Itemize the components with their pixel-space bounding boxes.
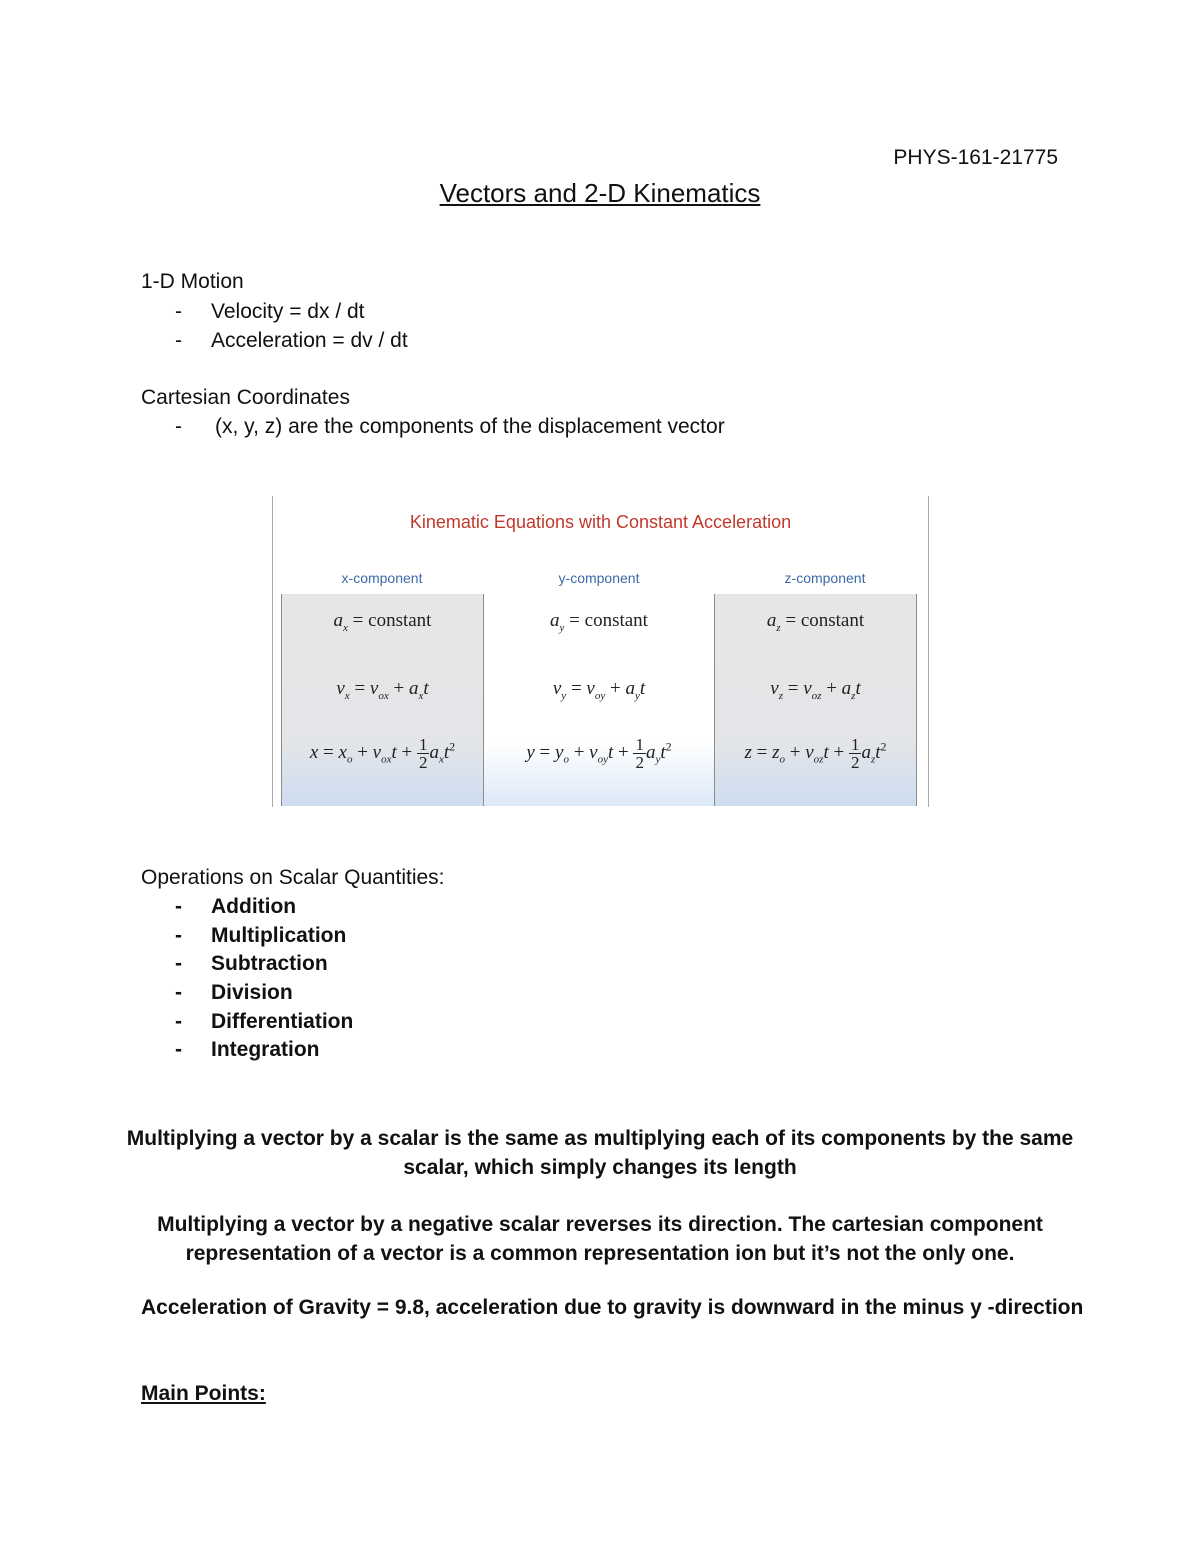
- equation-acceleration-y: $a_y$ = constant: [550, 610, 648, 634]
- dash-bullet: -: [175, 328, 182, 352]
- main-points-heading: Main Points:: [141, 1382, 266, 1405]
- list-item: - Addition: [141, 893, 353, 922]
- section-heading-cartesian: Cartesian Coordinates: [141, 386, 350, 409]
- list-item: - Acceleration = dv / dt: [141, 327, 408, 356]
- paragraph-scalar-multiplication: Multiplying a vector by a scalar is the same as multiplying each of its components by the same scalar, which simply changes its length: [126, 1127, 1074, 1179]
- dash-bullet: -: [175, 1038, 182, 1062]
- fraction-half: $\frac{1}{2}$: [635, 735, 644, 772]
- equation-velocity-z: $v_z = v_{oz} + a_zt$: [770, 678, 861, 702]
- equation-position-x: $x = x_o + v_{ox}t$ + $\frac{1}{2}$ $a_xt^2$: [309, 735, 456, 772]
- list-item: - (x, y, z) are the components of the displacement vector: [141, 413, 725, 442]
- equation-position-y: $y = y_o + v_{oy}t$ + $\frac{1}{2}$ $a_yt^2$: [526, 735, 672, 772]
- list-1d-motion: [141, 298, 408, 355]
- list-item: - Velocity = dx / dt: [141, 298, 408, 327]
- dash-bullet: -: [175, 1009, 182, 1033]
- list-cartesian: [141, 413, 725, 442]
- list-item: - Subtraction: [141, 950, 353, 979]
- dash-bullet: -: [175, 415, 182, 438]
- equation-velocity-x: $v_x = v_{ox} + a_xt$: [336, 678, 429, 702]
- gravity-statement: Acceleration of Gravity = 9.8, acceleration due to gravity is downward in the minus y -direction: [141, 1296, 1084, 1319]
- fraction-half: $\frac{1}{2}$: [850, 735, 860, 772]
- list-item: - Division: [141, 979, 353, 1008]
- list-item: - Multiplication: [141, 922, 353, 951]
- course-code: PHYS-161-21775: [893, 146, 1058, 169]
- equation-velocity-y: $v_y = v_{oy} + a_yt$: [552, 678, 646, 702]
- dash-bullet: -: [175, 895, 182, 918]
- column-y: [484, 594, 714, 806]
- dash-bullet: -: [175, 300, 182, 323]
- list-item: - Differentiation: [141, 1008, 353, 1037]
- column-x: [281, 594, 484, 806]
- dash-bullet: -: [175, 952, 182, 976]
- column-label-z: z-component: [784, 570, 866, 586]
- equation-position-z: $z = z_o + v_{oz}t$ + $\frac{1}{2}$ $a_zt^2$: [744, 735, 887, 772]
- section-heading-scalar-ops: Operations on Scalar Quantities:: [141, 866, 445, 889]
- equation-acceleration-z: $a_z$ = constant: [766, 610, 865, 634]
- fraction-half: $\frac{1}{2}$: [418, 735, 428, 772]
- dash-bullet: -: [175, 981, 182, 1005]
- list-item: - Integration: [141, 1036, 353, 1065]
- dash-bullet: -: [175, 923, 182, 947]
- kinematic-equations-figure: [272, 496, 929, 807]
- column-label-x: x-component: [341, 570, 423, 586]
- equation-acceleration-x: $a_x$ = constant: [333, 610, 432, 634]
- page-title: Vectors and 2-D Kinematics: [439, 178, 761, 208]
- paragraph-negative-scalar: Multiplying a vector by a negative scalar reverses its direction. The cartesian component representation of a vector is a common representation ion but it’s not the only one.: [157, 1213, 1043, 1265]
- list-scalar-ops: [141, 893, 353, 1065]
- column-z: [714, 594, 917, 806]
- section-heading-1d-motion: 1-D Motion: [141, 270, 244, 293]
- column-label-y: y-component: [558, 570, 640, 586]
- figure-title: Kinematic Equations with Constant Acceleration: [409, 512, 792, 532]
